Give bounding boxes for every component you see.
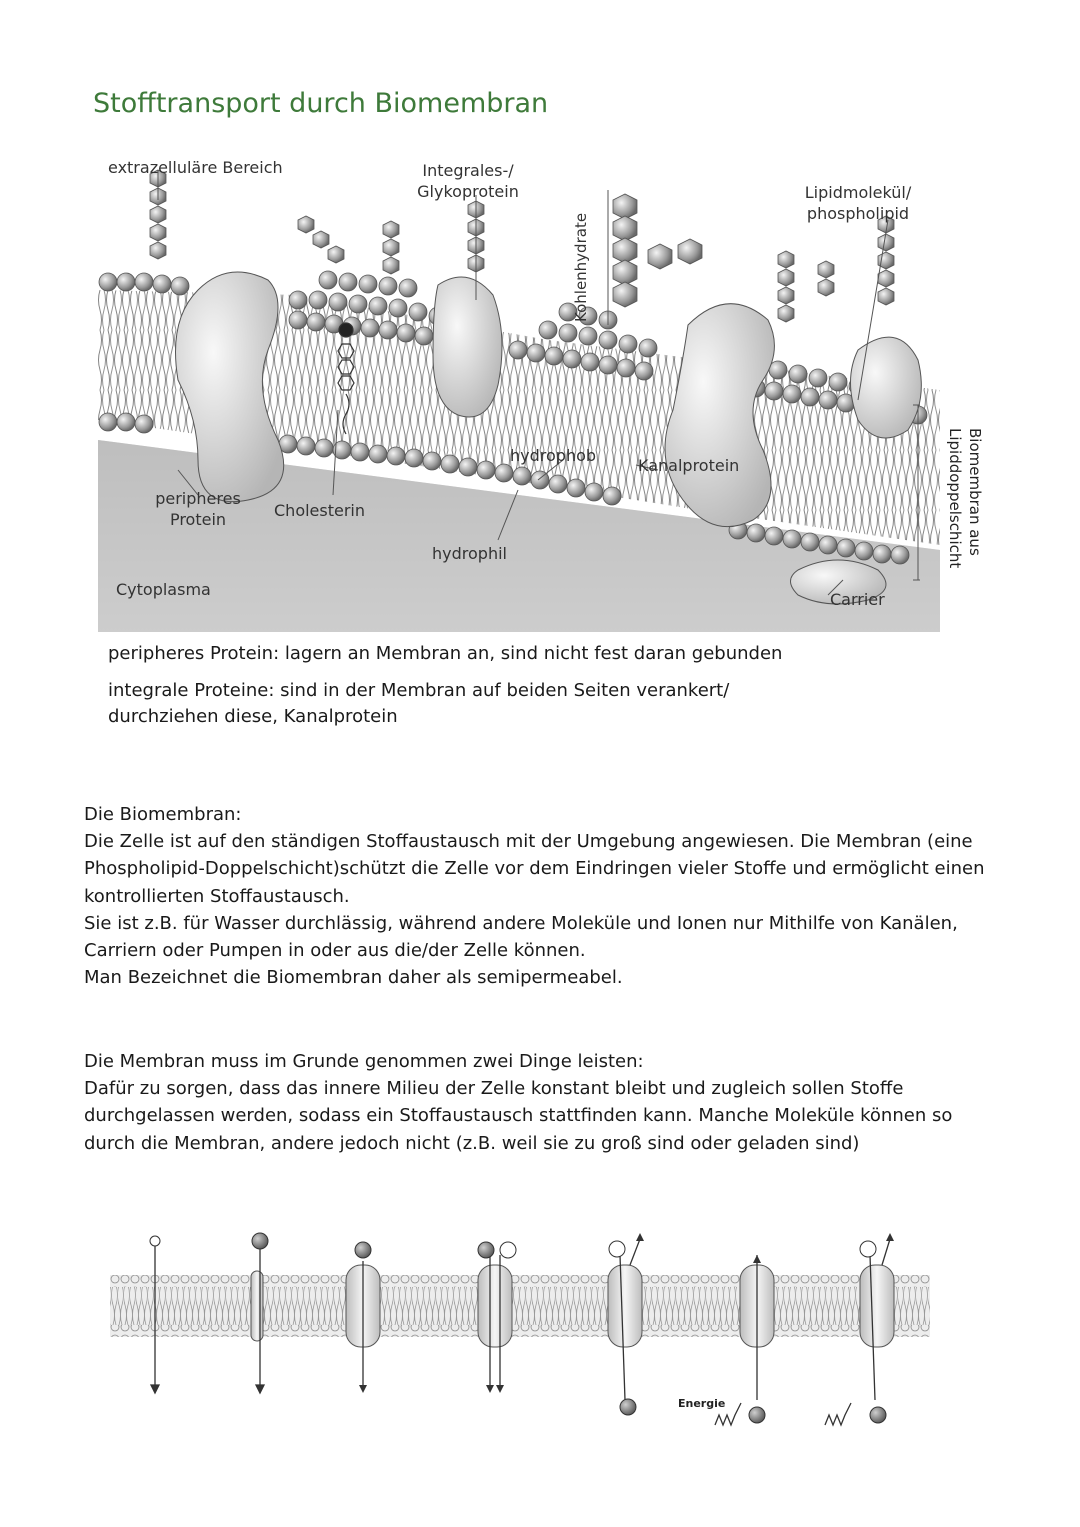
membrane-diagram bbox=[98, 150, 940, 632]
paragraph-line: Phospholipid-Doppelschicht)schützt die Zelle vor dem Eindringen vieler Stoffe und ermöglicht einen bbox=[84, 858, 985, 880]
definition-peripheral: peripheres Protein: lagern an Membran an, sind nicht fest daran gebunden bbox=[108, 643, 783, 664]
label-bilayer-line1: Biomembran aus bbox=[966, 428, 984, 556]
definition-integral-line1: integrale Proteine: sind in der Membran auf beiden Seiten verankert/ bbox=[108, 680, 730, 701]
paragraph-line: Sie ist z.B. für Wasser durchlässig, während andere Moleküle und Ionen nur Mithilfe von Kanälen, bbox=[84, 912, 958, 934]
paragraph-line: Die Zelle ist auf den ständigen Stoffaustausch mit der Umgebung angewiesen. Die Membran (eine bbox=[84, 831, 973, 853]
transport-illustration bbox=[100, 1225, 940, 1455]
paragraph-line: durchgelassen werden, sodass ein Stoffaustausch stattfinden kann. Manche Moleküle können so bbox=[84, 1105, 953, 1127]
paragraph-membrane-tasks bbox=[84, 1048, 1056, 1157]
paragraph-heading: Die Biomembran: bbox=[84, 804, 242, 825]
paragraph-line: Carriern oder Pumpen in oder aus die/der Zelle können. bbox=[84, 940, 586, 962]
paragraph-line: kontrollierten Stoffaustausch. bbox=[84, 885, 350, 907]
paragraph-line: Die Membran muss im Grunde genommen zwei Dinge leisten: bbox=[84, 1051, 644, 1072]
transport-diagram bbox=[100, 1225, 940, 1455]
label-channel-protein: Kanalprotein bbox=[638, 456, 740, 475]
page-title: Stofftransport durch Biomembran bbox=[93, 88, 549, 119]
label-lipid-line1: Lipidmolekül/ bbox=[804, 183, 912, 202]
label-bilayer bbox=[945, 428, 985, 568]
label-carbohydrates: Kohlenhydrate bbox=[572, 212, 590, 322]
paragraph-line: durch die Membran, andere jedoch nicht (z.B. weil sie zu groß sind oder geladen sind) bbox=[84, 1132, 860, 1154]
paragraph-line: Man Bezeichnet die Biomembran daher als semipermeabel. bbox=[84, 967, 623, 989]
label-hydrophil: hydrophil bbox=[432, 544, 507, 563]
label-integral-glycoprotein bbox=[403, 160, 533, 202]
label-cytoplasm: Cytoplasma bbox=[116, 580, 211, 599]
energy-label: Energie bbox=[678, 1397, 726, 1410]
label-carrier: Carrier bbox=[830, 590, 885, 609]
label-extracellular: extrazelluläre Bereich bbox=[108, 158, 283, 177]
definition-integral-line2: durchziehen diese, Kanalprotein bbox=[108, 706, 398, 727]
paragraph-line: Dafür zu sorgen, dass das innere Milieu der Zelle konstant bleibt und zugleich sollen Stoffe bbox=[84, 1078, 904, 1100]
label-integral-line1: Integrales-/ bbox=[422, 161, 514, 180]
label-cholesterol: Cholesterin bbox=[274, 501, 366, 520]
paragraph-biomembran bbox=[84, 801, 1056, 991]
label-integral-line2: Glykoprotein bbox=[417, 182, 519, 201]
label-bilayer-line2: Lipiddoppelschicht bbox=[946, 428, 964, 569]
label-hydrophob: hydrophob bbox=[510, 446, 597, 465]
label-lipid-line2: phospholipid bbox=[806, 204, 910, 223]
label-peripheral-protein bbox=[150, 488, 246, 530]
label-peripheral-line1: peripheres bbox=[155, 489, 241, 508]
label-lipid-molecule bbox=[793, 182, 923, 224]
definition-integral bbox=[108, 678, 868, 730]
label-peripheral-line2: Protein bbox=[169, 510, 227, 529]
